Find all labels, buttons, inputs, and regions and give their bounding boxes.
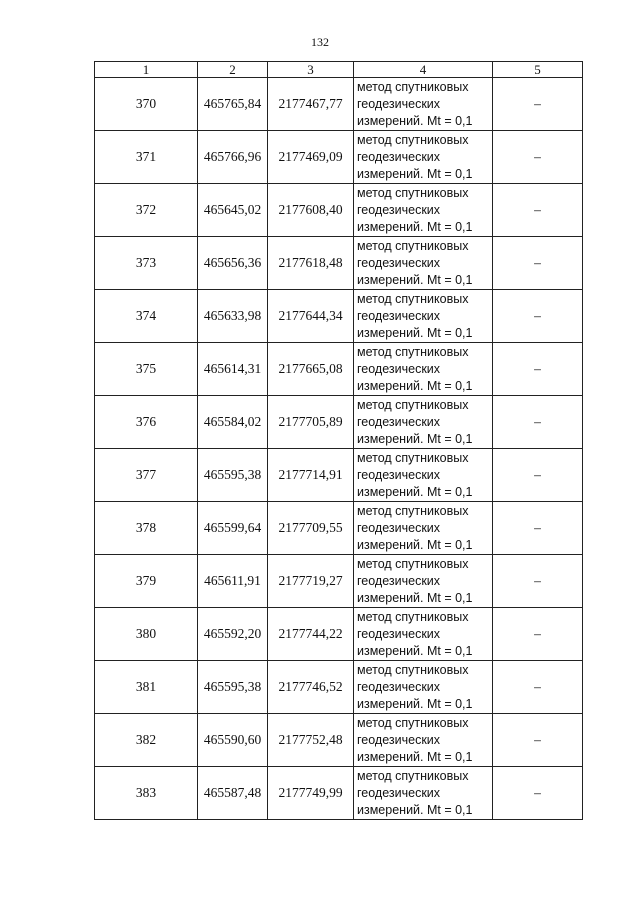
- x-coordinate-cell: 465599,64: [198, 502, 268, 555]
- point-number-cell: 375: [95, 343, 198, 396]
- y-coordinate-cell: 2177746,52: [268, 661, 354, 714]
- note-cell: –: [493, 502, 583, 555]
- method-cell: [354, 714, 493, 767]
- note-cell: –: [493, 131, 583, 184]
- note-cell: –: [493, 290, 583, 343]
- method-line: метод спутниковых: [357, 79, 469, 94]
- point-number-cell: 380: [95, 608, 198, 661]
- point-number-cell: 378: [95, 502, 198, 555]
- y-coordinate-cell: 2177714,91: [268, 449, 354, 502]
- x-coordinate-cell: 465765,84: [198, 78, 268, 131]
- method-cell: [354, 131, 493, 184]
- method-line: геодезических: [357, 679, 441, 694]
- table-row: [95, 449, 583, 502]
- method-line: измерений. Mt = 0,1: [357, 378, 473, 393]
- method-cell: [354, 343, 493, 396]
- method-line: измерений. Mt = 0,1: [357, 590, 473, 605]
- x-coordinate-cell: 465645,02: [198, 184, 268, 237]
- method-line: измерений. Mt = 0,1: [357, 643, 473, 658]
- note-cell: –: [493, 449, 583, 502]
- x-coordinate-cell: 465590,60: [198, 714, 268, 767]
- y-coordinate-cell: 2177469,09: [268, 131, 354, 184]
- method-line: измерений. Mt = 0,1: [357, 802, 473, 817]
- method-line: метод спутниковых: [357, 503, 469, 518]
- method-line: геодезических: [357, 255, 441, 270]
- method-cell: [354, 608, 493, 661]
- method-line: геодезических: [357, 467, 441, 482]
- method-line: метод спутниковых: [357, 238, 469, 253]
- point-number-cell: 377: [95, 449, 198, 502]
- table-header-row: [95, 62, 583, 78]
- column-header: 4: [354, 62, 493, 78]
- point-number-cell: 382: [95, 714, 198, 767]
- x-coordinate-cell: 465614,31: [198, 343, 268, 396]
- note-cell: –: [493, 555, 583, 608]
- method-line: метод спутниковых: [357, 450, 469, 465]
- table-row: [95, 78, 583, 131]
- note-cell: –: [493, 343, 583, 396]
- method-line: измерений. Mt = 0,1: [357, 113, 473, 128]
- y-coordinate-cell: 2177749,99: [268, 767, 354, 820]
- note-cell: –: [493, 237, 583, 290]
- y-coordinate-cell: 2177608,40: [268, 184, 354, 237]
- method-line: геодезических: [357, 785, 441, 800]
- column-header: 1: [95, 62, 198, 78]
- method-cell: [354, 396, 493, 449]
- table-row: [95, 661, 583, 714]
- method-line: измерений. Mt = 0,1: [357, 749, 473, 764]
- y-coordinate-cell: 2177709,55: [268, 502, 354, 555]
- method-cell: [354, 661, 493, 714]
- point-number-cell: 381: [95, 661, 198, 714]
- method-cell: [354, 502, 493, 555]
- point-number-cell: 373: [95, 237, 198, 290]
- method-line: метод спутниковых: [357, 397, 469, 412]
- point-number-cell: 374: [95, 290, 198, 343]
- method-line: метод спутниковых: [357, 768, 469, 783]
- note-cell: –: [493, 714, 583, 767]
- table-row: [95, 608, 583, 661]
- method-cell: [354, 767, 493, 820]
- method-line: измерений. Mt = 0,1: [357, 219, 473, 234]
- table-row: [95, 502, 583, 555]
- x-coordinate-cell: 465595,38: [198, 661, 268, 714]
- method-line: геодезических: [357, 573, 441, 588]
- y-coordinate-cell: 2177752,48: [268, 714, 354, 767]
- y-coordinate-cell: 2177744,22: [268, 608, 354, 661]
- point-number-cell: 371: [95, 131, 198, 184]
- x-coordinate-cell: 465656,36: [198, 237, 268, 290]
- method-line: метод спутниковых: [357, 715, 469, 730]
- note-cell: –: [493, 767, 583, 820]
- y-coordinate-cell: 2177644,34: [268, 290, 354, 343]
- y-coordinate-cell: 2177719,27: [268, 555, 354, 608]
- column-header: 5: [493, 62, 583, 78]
- table-body: [95, 78, 583, 820]
- method-line: геодезических: [357, 308, 441, 323]
- page-number: 132: [311, 35, 329, 49]
- method-line: геодезических: [357, 414, 441, 429]
- table-row: [95, 396, 583, 449]
- note-cell: –: [493, 608, 583, 661]
- point-number-cell: 372: [95, 184, 198, 237]
- method-line: геодезических: [357, 149, 441, 164]
- point-number-cell: 370: [95, 78, 198, 131]
- table-row: [95, 290, 583, 343]
- method-cell: [354, 449, 493, 502]
- table-row: [95, 237, 583, 290]
- method-line: метод спутниковых: [357, 344, 469, 359]
- y-coordinate-cell: 2177665,08: [268, 343, 354, 396]
- note-cell: –: [493, 396, 583, 449]
- x-coordinate-cell: 465633,98: [198, 290, 268, 343]
- x-coordinate-cell: 465584,02: [198, 396, 268, 449]
- x-coordinate-cell: 465587,48: [198, 767, 268, 820]
- x-coordinate-cell: 465595,38: [198, 449, 268, 502]
- method-line: геодезических: [357, 361, 441, 376]
- table-row: [95, 131, 583, 184]
- x-coordinate-cell: 465611,91: [198, 555, 268, 608]
- method-line: метод спутниковых: [357, 556, 469, 571]
- method-line: измерений. Mt = 0,1: [357, 484, 473, 499]
- column-header: 3: [268, 62, 354, 78]
- column-header: 2: [198, 62, 268, 78]
- method-line: метод спутниковых: [357, 291, 469, 306]
- method-line: метод спутниковых: [357, 609, 469, 624]
- table-row: [95, 555, 583, 608]
- x-coordinate-cell: 465592,20: [198, 608, 268, 661]
- method-line: геодезических: [357, 202, 441, 217]
- y-coordinate-cell: 2177618,48: [268, 237, 354, 290]
- method-line: метод спутниковых: [357, 132, 469, 147]
- y-coordinate-cell: 2177467,77: [268, 78, 354, 131]
- method-line: измерений. Mt = 0,1: [357, 272, 473, 287]
- table-row: [95, 767, 583, 820]
- method-cell: [354, 184, 493, 237]
- method-line: геодезических: [357, 626, 441, 641]
- note-cell: –: [493, 78, 583, 131]
- point-number-cell: 379: [95, 555, 198, 608]
- method-line: метод спутниковых: [357, 185, 469, 200]
- method-line: измерений. Mt = 0,1: [357, 696, 473, 711]
- table-row: [95, 343, 583, 396]
- method-line: геодезических: [357, 520, 441, 535]
- method-line: измерений. Mt = 0,1: [357, 325, 473, 340]
- method-line: измерений. Mt = 0,1: [357, 431, 473, 446]
- method-line: геодезических: [357, 732, 441, 747]
- note-cell: –: [493, 661, 583, 714]
- point-number-cell: 383: [95, 767, 198, 820]
- method-cell: [354, 290, 493, 343]
- method-cell: [354, 555, 493, 608]
- method-cell: [354, 78, 493, 131]
- x-coordinate-cell: 465766,96: [198, 131, 268, 184]
- coordinates-table: [94, 61, 583, 820]
- table-row: [95, 184, 583, 237]
- method-line: геодезических: [357, 96, 441, 111]
- method-cell: [354, 237, 493, 290]
- y-coordinate-cell: 2177705,89: [268, 396, 354, 449]
- table-row: [95, 714, 583, 767]
- method-line: измерений. Mt = 0,1: [357, 537, 473, 552]
- method-line: метод спутниковых: [357, 662, 469, 677]
- method-line: измерений. Mt = 0,1: [357, 166, 473, 181]
- point-number-cell: 376: [95, 396, 198, 449]
- note-cell: –: [493, 184, 583, 237]
